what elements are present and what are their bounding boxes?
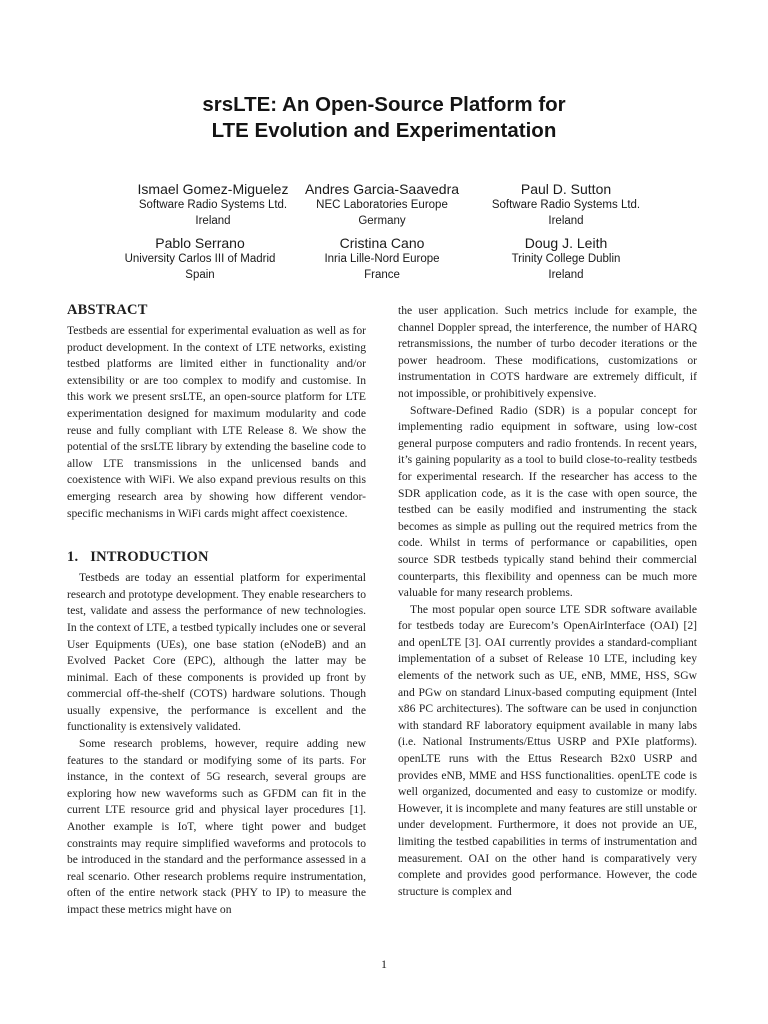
- author-name: Pablo Serrano: [155, 235, 245, 251]
- author-country: Germany: [358, 214, 406, 227]
- author-affiliation: Trinity College Dublin: [511, 253, 621, 265]
- author-affiliation: Software Radio Systems Ltd.: [491, 199, 641, 211]
- section-title: INTRODUCTION: [90, 549, 209, 566]
- author-country: Ireland: [548, 268, 584, 281]
- author-name: Doug J. Leith: [524, 235, 608, 251]
- right-column: [398, 303, 697, 900]
- author-name: Paul D. Sutton: [520, 181, 612, 197]
- paper-title: [0, 92, 768, 144]
- intro-paragraph: Some research problems, however, require adding new features to the standard or modifying some of its parts. For instance, in the context of 5G research, several groups are exploring how new waveforms such as GFDM can fit in the current LTE resource grid and physical layer procedures [1]. Another example is IoT, where tight power and budget constraints may require simplified waveforms and protocols to be introduced in the standard and the performance assessed in a real scenario. Other research problems require instrumentation, often of the entire network stack (PHY to IP) to measure the impact these metrics might have on: [67, 737, 366, 916]
- author-block: [446, 180, 686, 229]
- author-name: Andres Garcia-Saavedra: [304, 181, 460, 197]
- author-affiliation: University Carlos III of Madrid: [124, 253, 276, 265]
- author-country: Ireland: [548, 214, 584, 227]
- author-country: Ireland: [195, 214, 231, 227]
- body-paragraph: The most popular open source LTE SDR software available for testbeds today are Eurecom’s OpenAirInterface (OAI) [2] and openLTE [3]. OAI currently provides a standard-compliant implementation of a subset of Release 10 LTE, including key elements of the network such as UE, eNB, MME, HSS, SGw and PGw on standard Linux-based computing equipment (Intel x86 PC architectures). The software can be used in conjunction with standard RF laboratory equipment available in many labs (i.e. National Instruments/Ettus USRP and PXIe platforms). openLTE runs with the Ettus Research B2x0 USRP and provides eNB, MME and HSS functionalities. openLTE code is well organized, documented and easy to customize or modify. However, it is incomplete and many features are still unstable or under development. Furthermore, it does not provide an UE, limiting the testbed capabilities in terms of instrumentation and measurement. OAI on the other hand is comparatively very complete and provides good performance. However, the code structure is complex and: [398, 602, 697, 898]
- title-line-2: LTE Evolution and Experimentation: [211, 119, 557, 142]
- author-name: Ismael Gomez-Miguelez: [137, 181, 289, 197]
- abstract-text: Testbeds are essential for experimental evaluation as well as for product development. In the context of LTE networks, existing testbed platforms are limited either in functionality and/or extensibility or are too complex to modify and customise. In this work we present srsLTE, an open-source platform for LTE experimentation designed for maximum modularity and code reuse and fully compliant with LTE Release 8. We show the potential of the srsLTE library by extending the baseline code to allow LTE transmissions in the unlicensed bands and coexistence with WiFi. We also expand previous results on this emerging research area by showing how different vendor-specific mechanisms in WiFi cards might affect coexistence.: [67, 324, 366, 520]
- section-number: 1.: [67, 549, 79, 566]
- author-block: [446, 234, 686, 283]
- body-paragraph: the user application. Such metrics include for example, the channel Doppler spread, the interference, the number of HARQ retransmissions, the number of turbo decoder iterations or the power headroom. These modifications, customizations or instrumentation in COTS hardware are extremely difficult, if not impossible, or prohibitively expensive.: [398, 304, 697, 400]
- author-name: Cristina Cano: [339, 235, 425, 251]
- author-country: Spain: [185, 268, 215, 281]
- author-affiliation: Inria Lille-Nord Europe: [324, 253, 440, 265]
- abstract-heading: ABSTRACT: [67, 302, 148, 318]
- intro-paragraph: Testbeds are today an essential platform for experimental research and prototype development. They enable researchers to test, validate and assess the performance of new technologies. In the context of LTE, a testbed typically includes one or several User Equipments (UEs), one base station (eNodeB) and an Evolved Packet Core (EPC), although the latter may be minimal. Each of these components is provided up front by commercial off-the-shelf (COTS) hardware solutions. Though usually expensive, the performance is excellent and the functionality is extensively validated.: [67, 571, 366, 734]
- page-number: 1: [381, 957, 387, 971]
- title-line-1: srsLTE: An Open-Source Platform for: [202, 93, 566, 116]
- author-country: France: [364, 268, 400, 281]
- left-column: [67, 301, 366, 919]
- body-paragraph: Software-Defined Radio (SDR) is a popular concept for implementing radio equipment in software, using low-cost general purpose computers and radio frontends. In recent years, it’s gaining popularity as a tool to build close-to-reality testbeds for experimental research. If the researcher has access to the SDR application code, as it is the case with open source, the testbed can be easily modified and instrumenting the stack becomes as simple as pulling out the required metrics from the code. Whilst in terms of performance or capabilities, open source SDR testbeds typically stand behind their commercial counterparts, this flexibility and openness can be much more valuable for many research problems.: [398, 403, 697, 600]
- author-affiliation: Software Radio Systems Ltd.: [138, 199, 288, 211]
- introduction-heading: [67, 548, 366, 566]
- author-affiliation: NEC Laboratories Europe: [316, 199, 448, 211]
